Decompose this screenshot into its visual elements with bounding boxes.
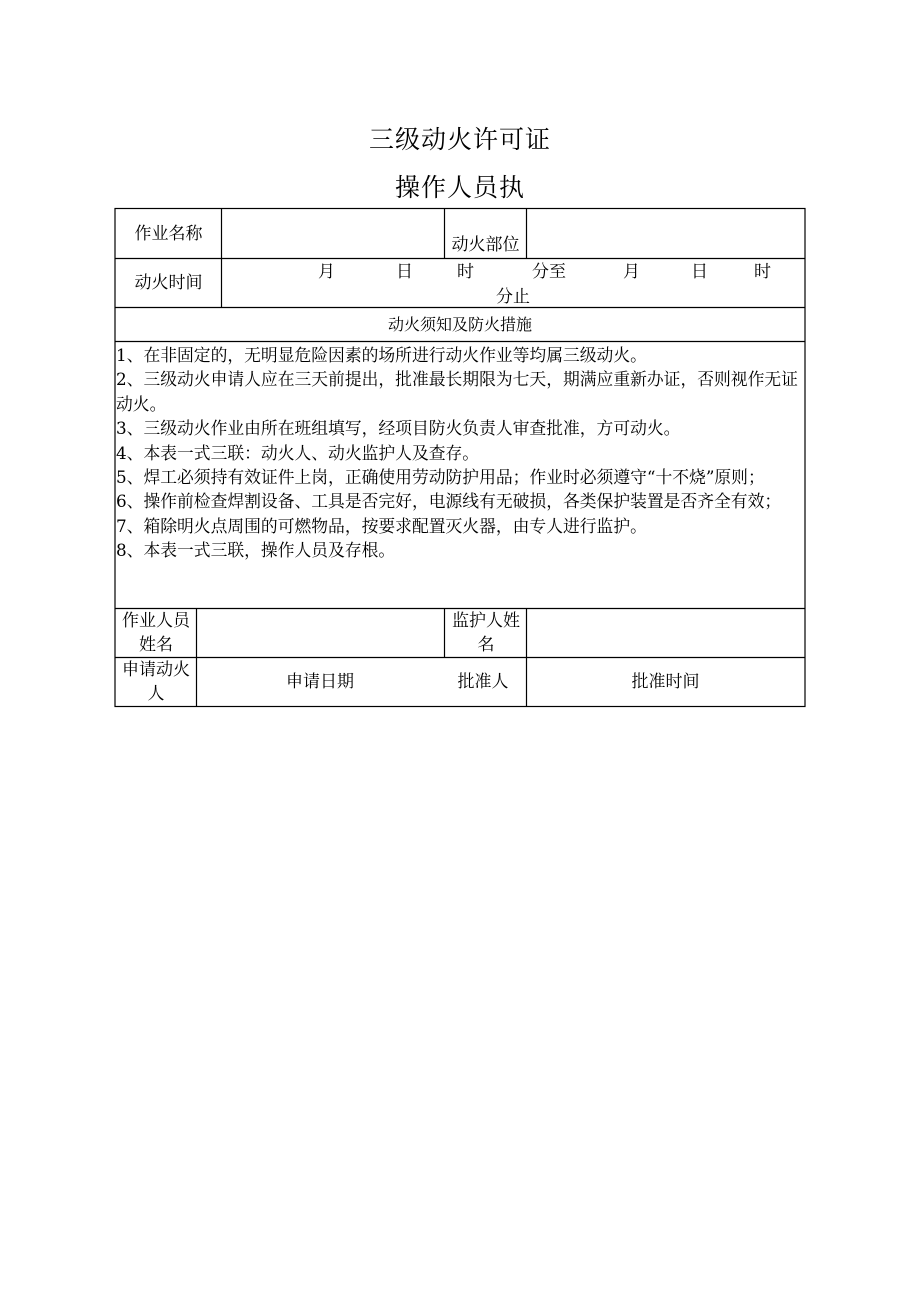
page-subtitle: 操作人员执 [394, 173, 525, 202]
list-item: 8、本表一式三联，操作人员及存根。 [116, 540, 396, 561]
rules-list [116, 343, 804, 607]
apply-date-label: 申请日期 [286, 672, 354, 692]
page-title: 三级动火许可证 [368, 125, 551, 154]
fire-time-label: 动火时间 [134, 273, 203, 293]
approver-label: 批准人 [457, 672, 509, 692]
approve-time-label: 批准时间 [631, 672, 700, 692]
work-name-field[interactable] [222, 209, 444, 258]
work-name-label: 作业名称 [134, 223, 203, 244]
list-item: 4、本表一式三联：动火人、动火监护人及查存。 [116, 442, 480, 463]
applicant-label: 申请动火人 [122, 660, 190, 704]
fire-location-field[interactable] [527, 209, 804, 258]
time-hour-start: 时 [457, 262, 474, 282]
notice-header: 动火须知及防火措施 [387, 314, 532, 334]
fire-location-label: 动火部位 [451, 235, 520, 255]
list-item: 6、操作前检查焊割设备、工具是否完好，电源线有无破损，各类保护装置是否齐全有效； [116, 491, 782, 512]
guardian-name-field[interactable] [527, 609, 804, 657]
list-item: 2、三级动火申请人应在三天前提出，批准最长期限为七天，期满应重新办证，否则视作无证动火。 [116, 369, 798, 414]
time-minute-to: 分至 [532, 262, 566, 282]
list-item: 3、三级动火作业由所在班组填写，经项目防火负责人审查批准，方可动火。 [116, 418, 681, 439]
time-month-end: 月 [623, 262, 640, 282]
list-item: 7、箱除明火点周围的可燃物品，按要求配置灭火器，由专人进行监护。 [116, 515, 647, 536]
time-hour-end: 时 [754, 262, 771, 282]
list-item: 5、焊工必须持有效证件上岗，正确使用劳动防护用品；作业时必须遵守“十不烧”原则； [116, 467, 765, 488]
fire-time-field[interactable] [222, 259, 804, 307]
worker-name-field[interactable] [197, 609, 444, 657]
guardian-name-label: 监护人姓名 [452, 611, 520, 655]
time-minute-end: 分止 [496, 287, 530, 307]
time-day-start: 日 [396, 262, 413, 282]
time-month-start: 月 [318, 262, 335, 282]
worker-name-label: 作业人员姓名 [122, 611, 190, 655]
list-item: 1、在非固定的，无明显危险因素的场所进行动火作业等均属三级动火。 [116, 345, 647, 365]
time-day-end: 日 [691, 262, 708, 282]
